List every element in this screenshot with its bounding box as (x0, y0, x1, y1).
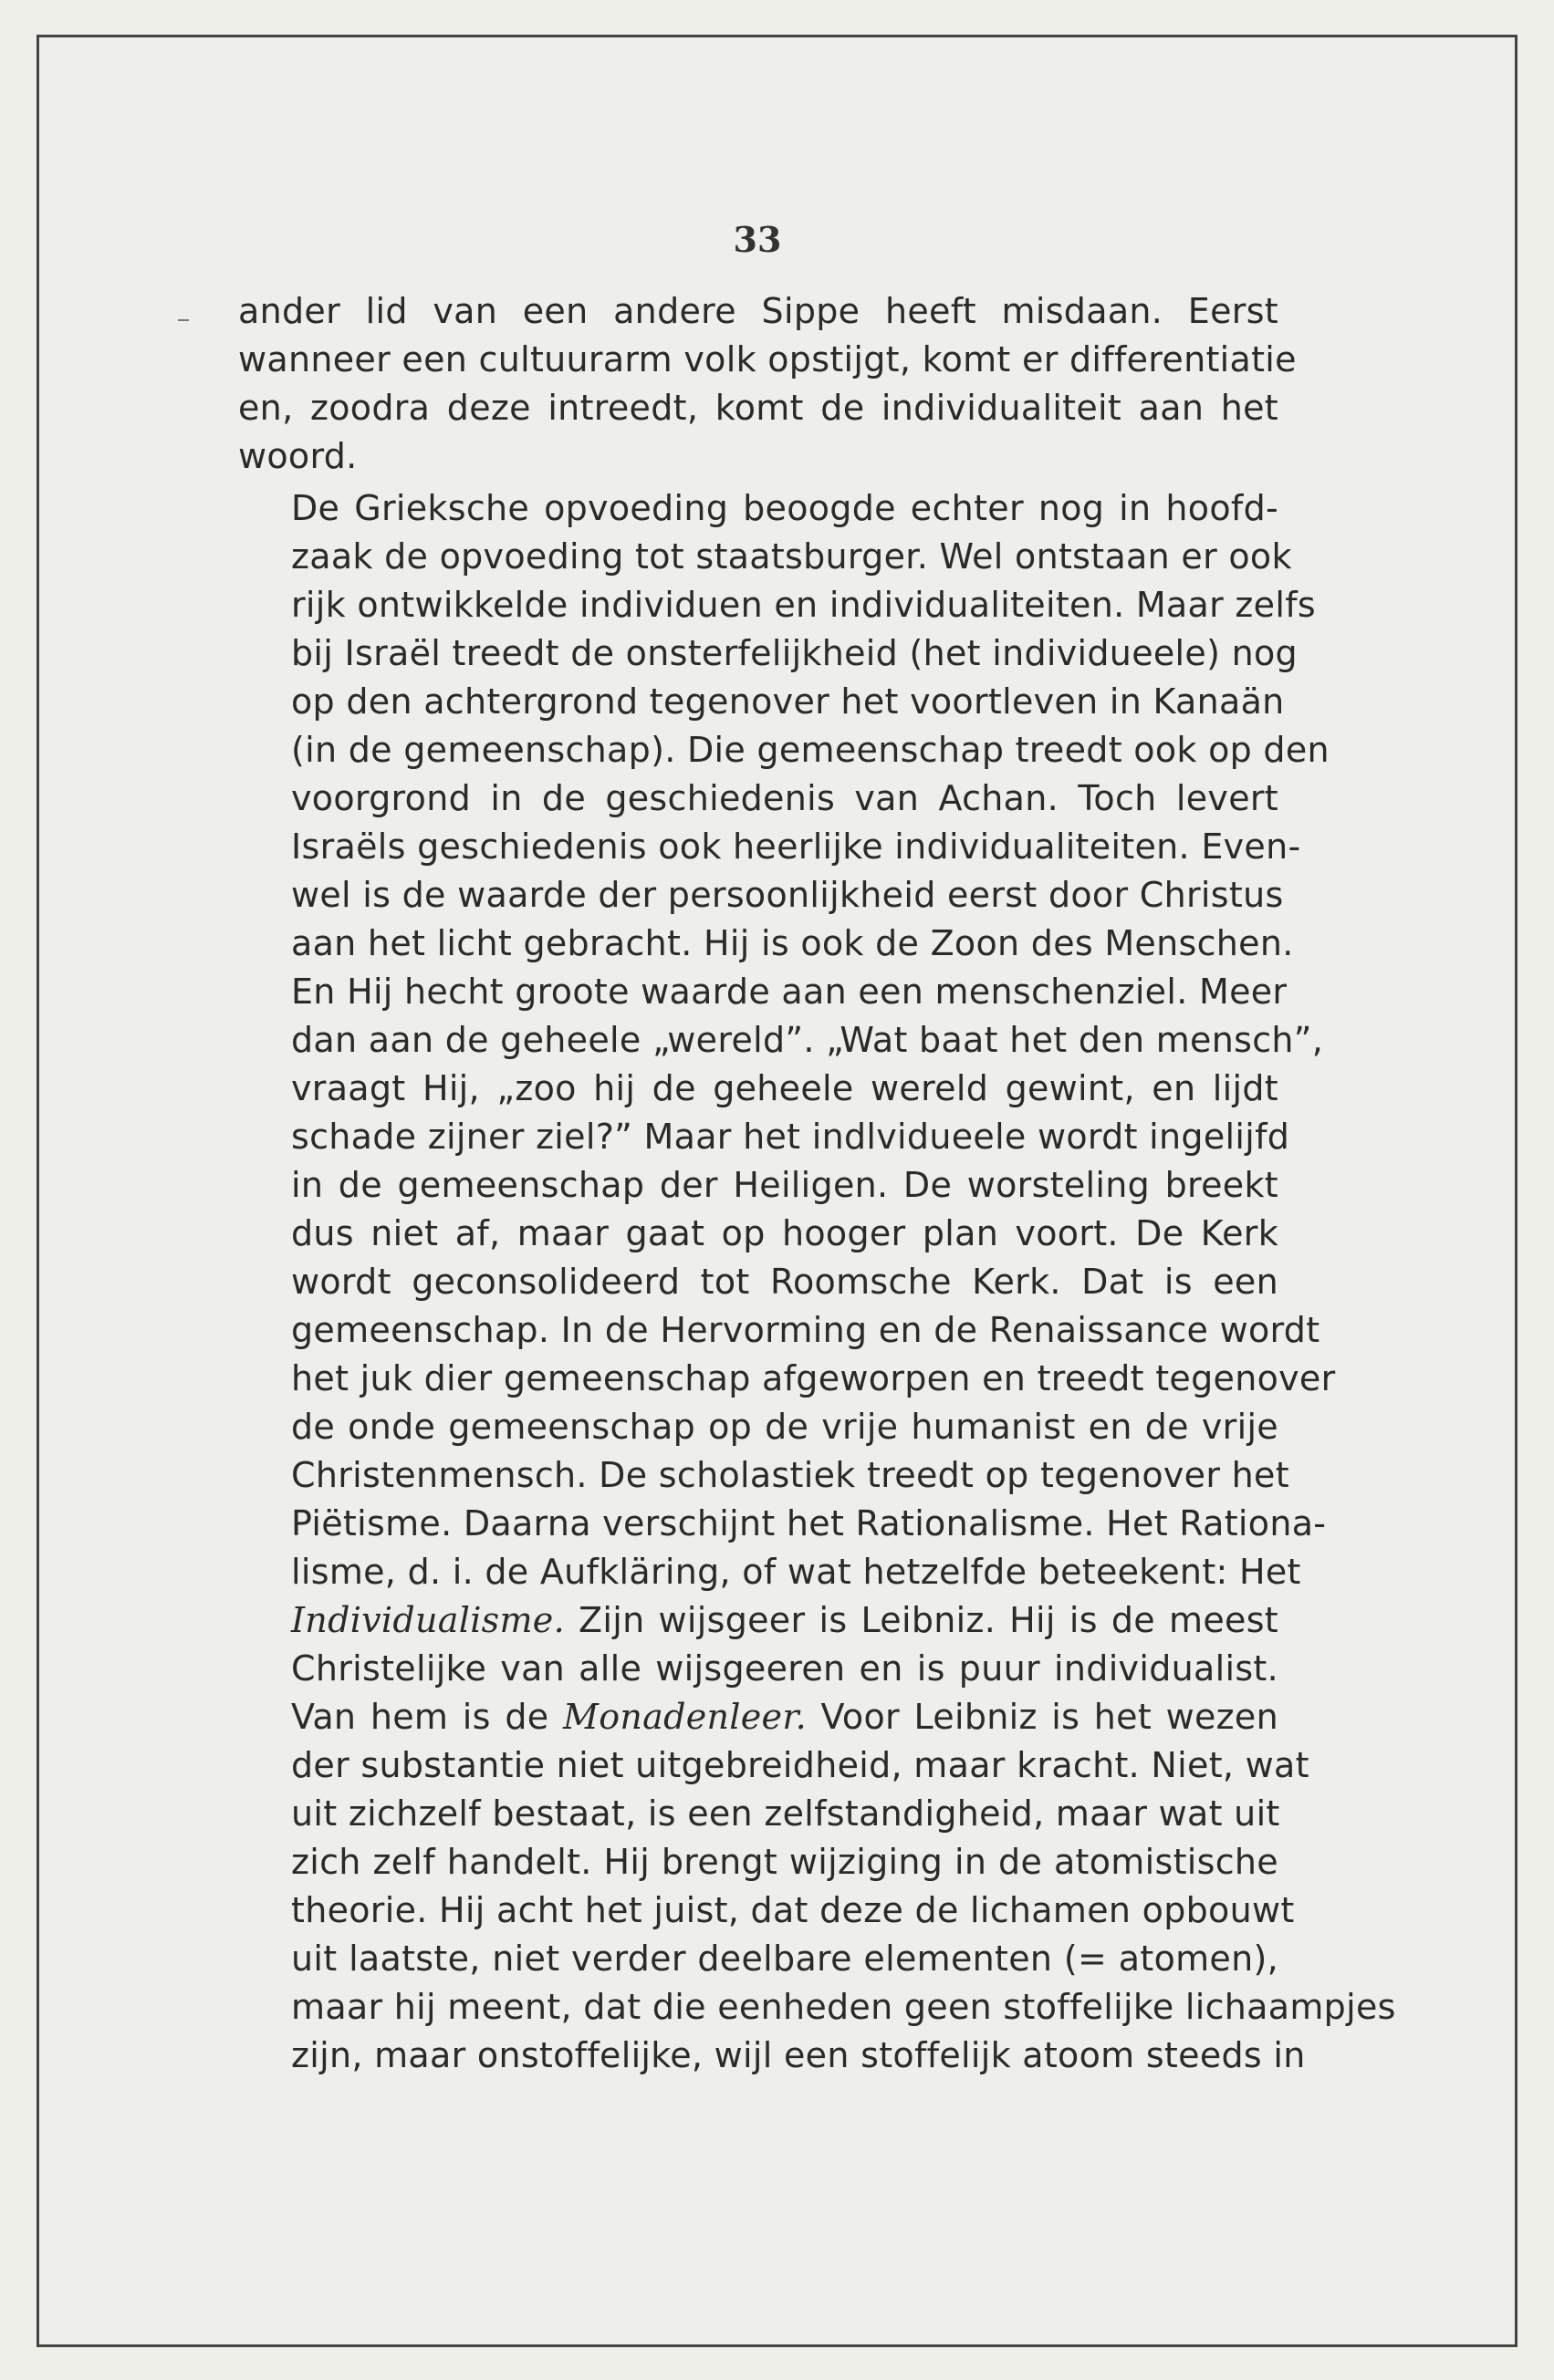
text-line: aan het licht gebracht. Hij is ook de Zoon des Menschen. (291, 923, 1294, 963)
text-line: dan aan de geheele „wereld”. „Wat baat het den mensch”, (291, 1020, 1324, 1060)
text-line: zich zelf handelt. Hij brengt wijziging in de atomistische (291, 1842, 1278, 1882)
text-line: schade zijner ziel?” Maar het indlvidueele wordt ingelijfd (291, 1117, 1290, 1157)
text-line: vraagt Hij, „zoo hij de geheele wereld gewint, en lijdt (291, 1068, 1278, 1108)
text-line: het juk dier gemeenschap afgeworpen en treedt tegenover (291, 1358, 1336, 1398)
line-rest: Voor Leibniz is het wezen (807, 1697, 1278, 1737)
text-line: Christenmensch. De scholastiek treedt op tegenover het (291, 1455, 1289, 1495)
line-rest: Zijn wijsgeer is Leibniz. Hij is de meest (564, 1600, 1278, 1640)
text-line: in de gemeenschap der Heiligen. De worsteling breekt (291, 1165, 1278, 1205)
text-line: wordt geconsolideerd tot Roomsche Kerk. Dat is een (291, 1262, 1278, 1302)
text-line: lisme, d. i. de Aufkläring, of wat hetzelfde beteekent: Het (291, 1552, 1301, 1592)
text-line: de onde gemeenschap op de vrije humanist en de vrije (291, 1407, 1278, 1447)
text-line: wanneer een cultuurarm volk opstijgt, komt er differentiatie (238, 339, 1297, 379)
text-line: bij Israël treedt de onsterfelijkheid (het individueele) nog (291, 633, 1298, 673)
margin-mark (178, 319, 189, 321)
text-line: maar hij meent, dat die eenheden geen stoffelijke lichaampjes (291, 1987, 1396, 2027)
text-line: De Grieksche opvoeding beoogde echter nog in hoofd- (291, 488, 1278, 528)
text-line: Piëtisme. Daarna verschijnt het Rationalisme. Het Rationa- (291, 1503, 1327, 1543)
text-line: Israëls geschiedenis ook heerlijke individualiteiten. Even- (291, 826, 1301, 867)
text-line: zaak de opvoeding tot staatsburger. Wel ontstaan er ook (291, 536, 1292, 577)
paragraph-1 (238, 287, 1297, 481)
text-line: wel is de waarde der persoonlijkheid eerst door Christus (291, 875, 1284, 915)
body-text (238, 287, 1396, 2080)
text-line: woord. (238, 436, 358, 476)
page-number: 33 (733, 219, 782, 260)
text-line: op den achtergrond tegenover het voortleven in Kanaän (291, 681, 1285, 722)
text-line-italic-lead (238, 1596, 1278, 1645)
text-line: (in de gemeenschap). Die gemeenschap treedt ook op den (291, 730, 1330, 770)
italic-term: Individualisme. (291, 1600, 565, 1640)
italic-term: Monadenleer. (562, 1697, 807, 1737)
text-line: en, zoodra deze intreedt, komt de individualiteit aan het (238, 388, 1278, 428)
text-line: voorgrond in de geschiedenis van Achan. Toch levert (291, 778, 1278, 818)
text-line: Christelijke van alle wijsgeeren en is puur individualist. (291, 1648, 1278, 1689)
text-line: En Hij hecht groote waarde aan een menschenziel. Meer (291, 972, 1288, 1012)
text-line: rijk ontwikkelde individuen en individualiteiten. Maar zelfs (291, 585, 1316, 625)
text-line: zijn, maar onstoffelijke, wijl een stoffelijk atoom steeds in (291, 2035, 1306, 2075)
text-line: der substantie niet uitgebreidheid, maar kracht. Niet, wat (291, 1745, 1309, 1785)
text-line: theorie. Hij acht het juist, dat deze de lichamen opbouwt (291, 1890, 1295, 1930)
text-line: dus niet af, maar gaat op hooger plan voort. De Kerk (291, 1213, 1278, 1253)
line-before: Van hem is de (291, 1697, 563, 1737)
paragraph-2 (238, 484, 1396, 2080)
text-line: gemeenschap. In de Hervorming en de Renaissance wordt (291, 1310, 1320, 1350)
text-line: uit zichzelf bestaat, is een zelfstandigheid, maar wat uit (291, 1793, 1280, 1834)
text-line: ander lid van een andere Sippe heeft misdaan. Eerst (238, 291, 1278, 331)
text-line: uit laatste, niet verder deelbare elementen (= atomen), (291, 1938, 1278, 1979)
text-line-italic-mid (238, 1693, 1278, 1741)
